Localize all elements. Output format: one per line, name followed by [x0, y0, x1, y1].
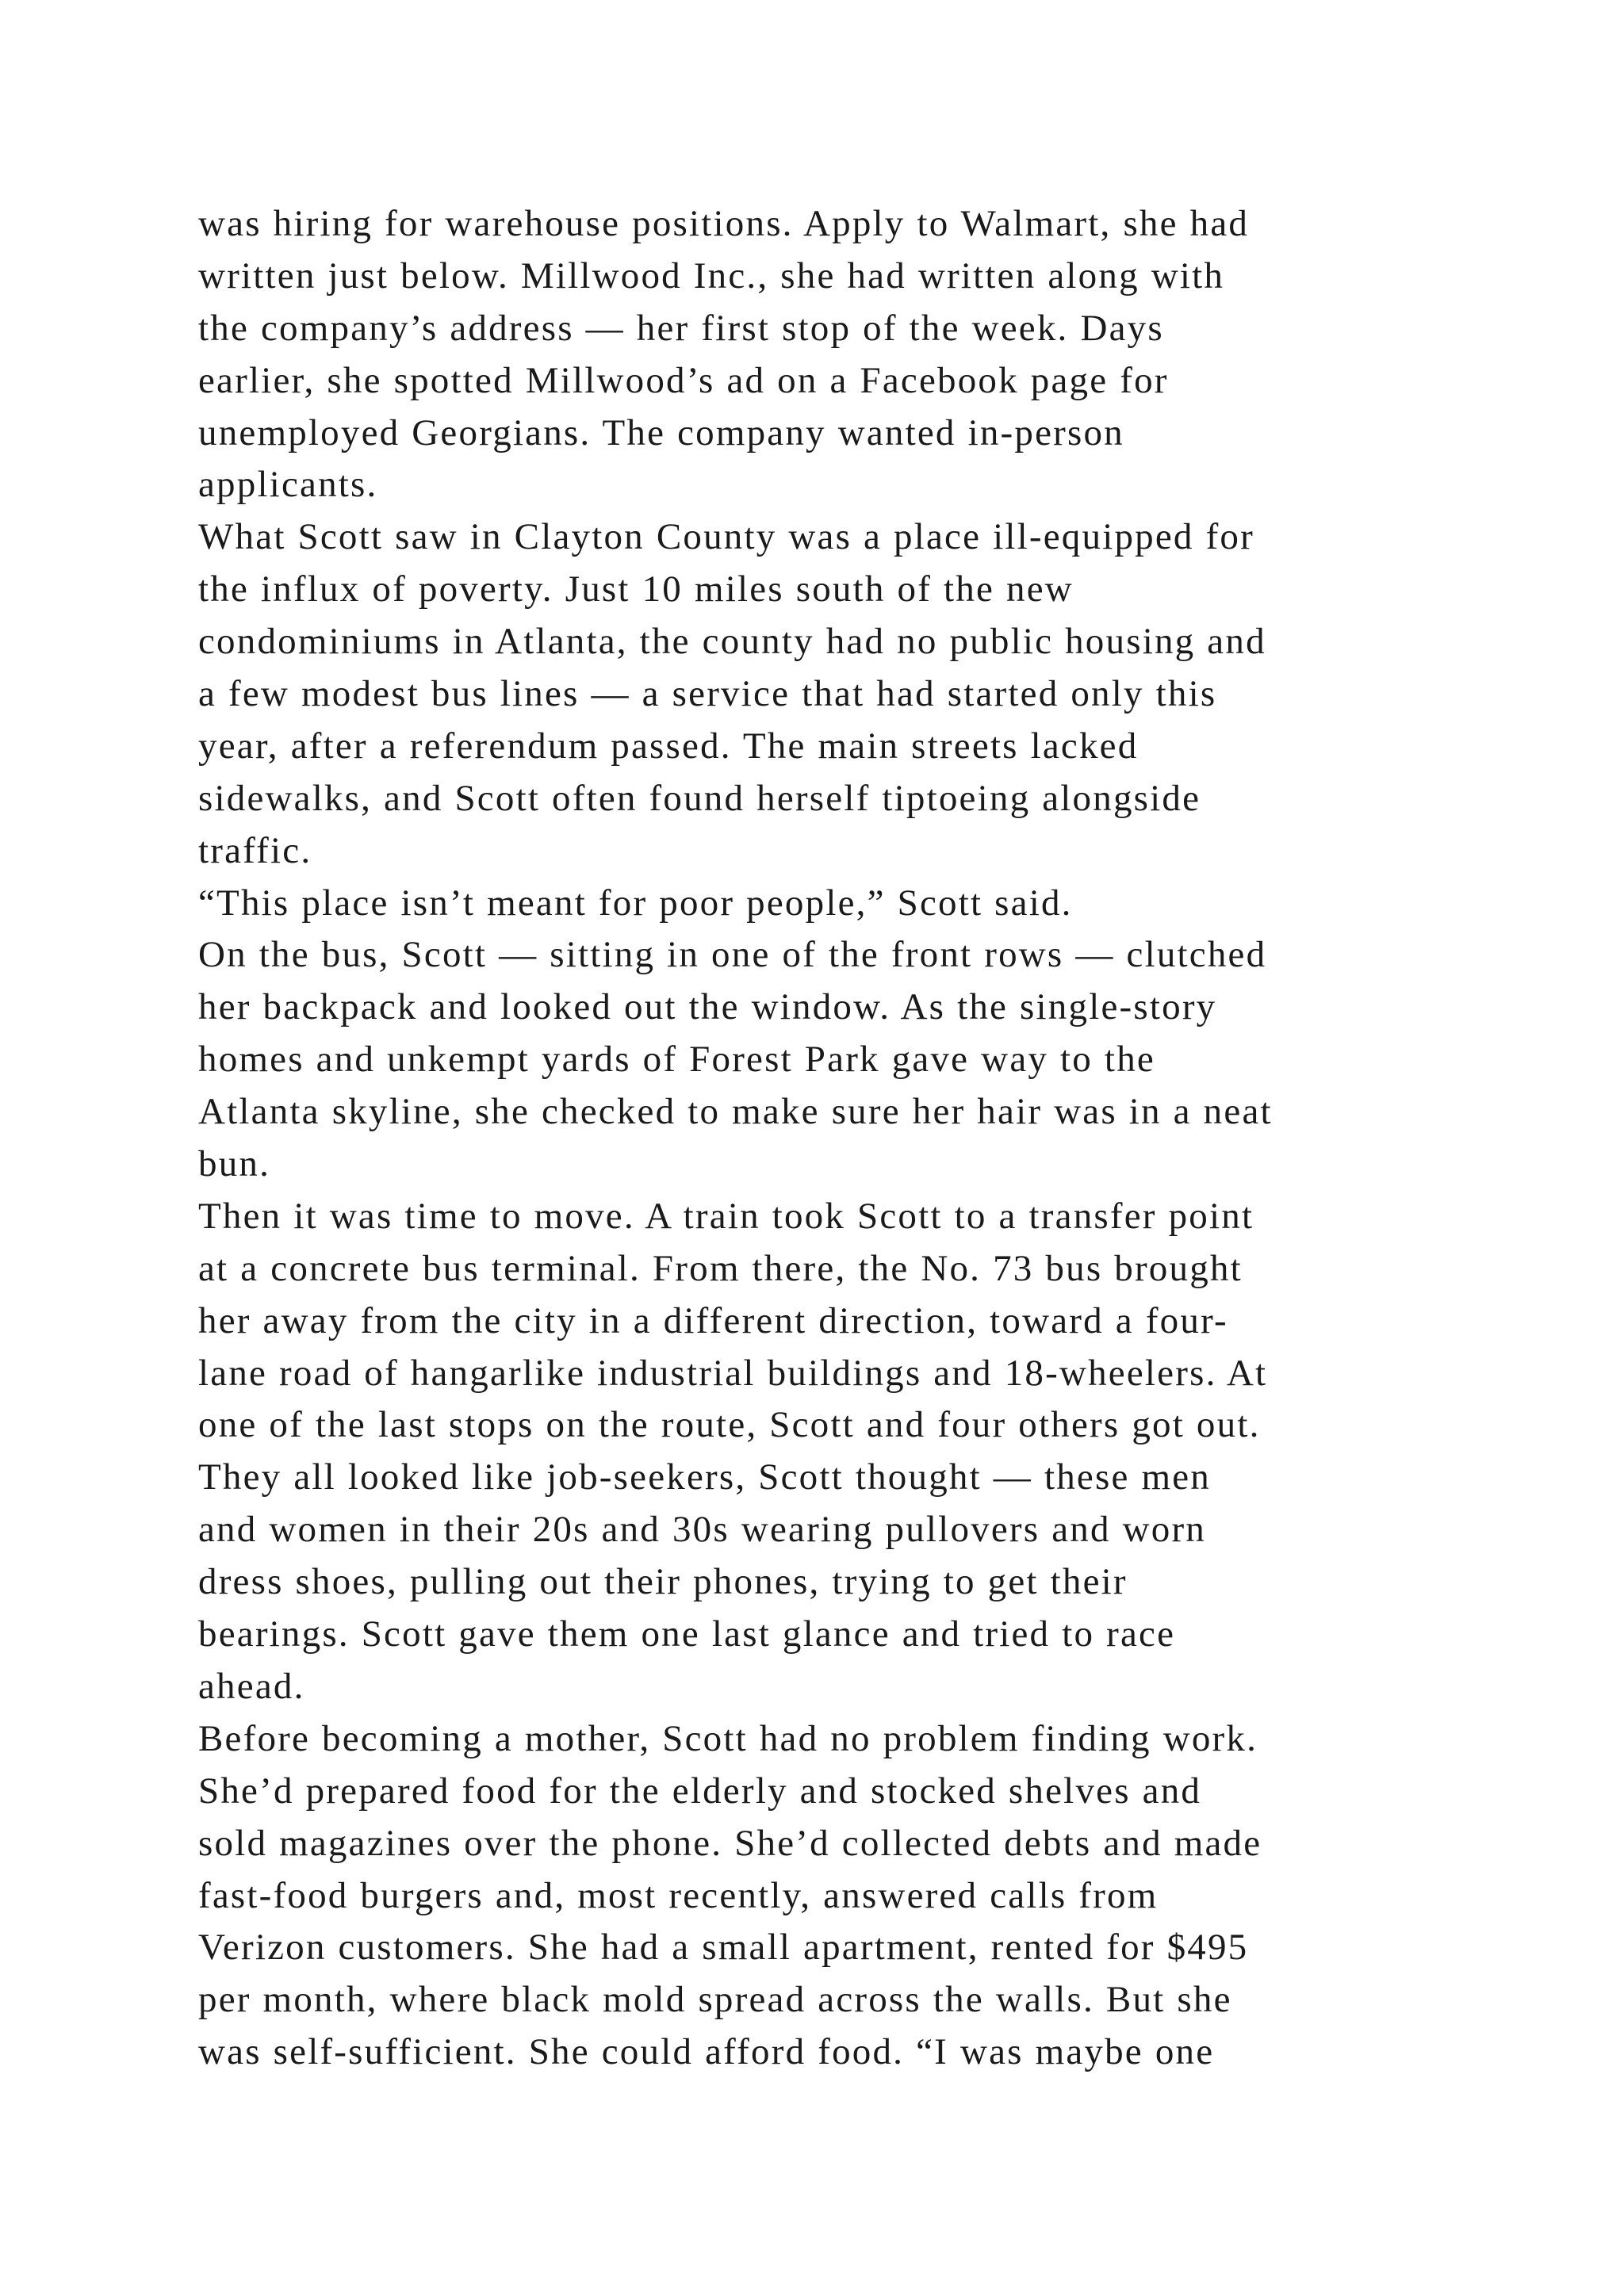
text-line: On the bus, Scott — sitting in one of the front rows — clutched	[198, 934, 1267, 976]
text-line: the company’s address — her first stop of the week. Days	[198, 307, 1164, 349]
text-line: unemployed Georgians. The company wanted in-person	[198, 411, 1124, 453]
text-line: bun.	[198, 1143, 271, 1185]
text-line: Atlanta skyline, she checked to make sure her hair was in a neat	[198, 1091, 1273, 1133]
text-line: was self-sufficient. She could afford food. “I was maybe one	[198, 2031, 1215, 2073]
text-line: Verizon customers. She had a small apartment, rented for $495	[198, 1927, 1249, 1969]
text-line: homes and unkempt yards of Forest Park gave way to the	[198, 1039, 1155, 1081]
text-line: Then it was time to move. A train took Scott to a transfer point	[198, 1195, 1254, 1237]
text-line: Before becoming a mother, Scott had no problem finding work.	[198, 1717, 1258, 1759]
text-line: her away from the city in a different direction, toward a four-	[198, 1299, 1228, 1341]
body-text	[198, 198, 1467, 2079]
text-line: traffic.	[198, 829, 312, 871]
text-line: “This place isn’t meant for poor people,” Scott said.	[198, 882, 1073, 924]
text-line: ahead.	[198, 1665, 305, 1707]
text-line: sold magazines over the phone. She’d collected debts and made	[198, 1822, 1262, 1864]
text-line: fast-food burgers and, most recently, answered calls from	[198, 1874, 1159, 1916]
text-line: applicants.	[198, 464, 378, 506]
text-line: and women in their 20s and 30s wearing pullovers and worn	[198, 1509, 1206, 1551]
text-line: year, after a referendum passed. The main streets lacked	[198, 725, 1139, 767]
text-line: She’d prepared food for the elderly and stocked shelves and	[198, 1770, 1202, 1812]
text-line: lane road of hangarlike industrial buildings and 18-wheelers. At	[198, 1352, 1268, 1394]
text-line: sidewalks, and Scott often found herself tiptoeing alongside	[198, 777, 1201, 819]
text-line: earlier, she spotted Millwood’s ad on a Facebook page for	[198, 359, 1169, 401]
text-line: bearings. Scott gave them one last glance and tried to race	[198, 1613, 1176, 1655]
text-line: at a concrete bus terminal. From there, the No. 73 bus brought	[198, 1247, 1243, 1289]
text-line: What Scott saw in Clayton County was a place ill-equipped for	[198, 516, 1254, 558]
text-line: one of the last stops on the route, Scott and four others got out.	[198, 1404, 1261, 1446]
text-line: a few modest bus lines — a service that had started only this	[198, 673, 1217, 715]
text-line: the influx of poverty. Just 10 miles south of the new	[198, 568, 1074, 610]
text-line: written just below. Millwood Inc., she had written along with	[198, 254, 1225, 297]
text-line: per month, where black mold spread across the walls. But she	[198, 1979, 1232, 2021]
text-line: They all looked like job-seekers, Scott thought — these men	[198, 1456, 1211, 1498]
text-line: was hiring for warehouse positions. Apply to Walmart, she had	[198, 203, 1250, 244]
text-line: dress shoes, pulling out their phones, trying to get their	[198, 1561, 1128, 1603]
text-line: condominiums in Atlanta, the county had no public housing and	[198, 621, 1266, 663]
text-line: her backpack and looked out the window. As the single-story	[198, 986, 1217, 1028]
